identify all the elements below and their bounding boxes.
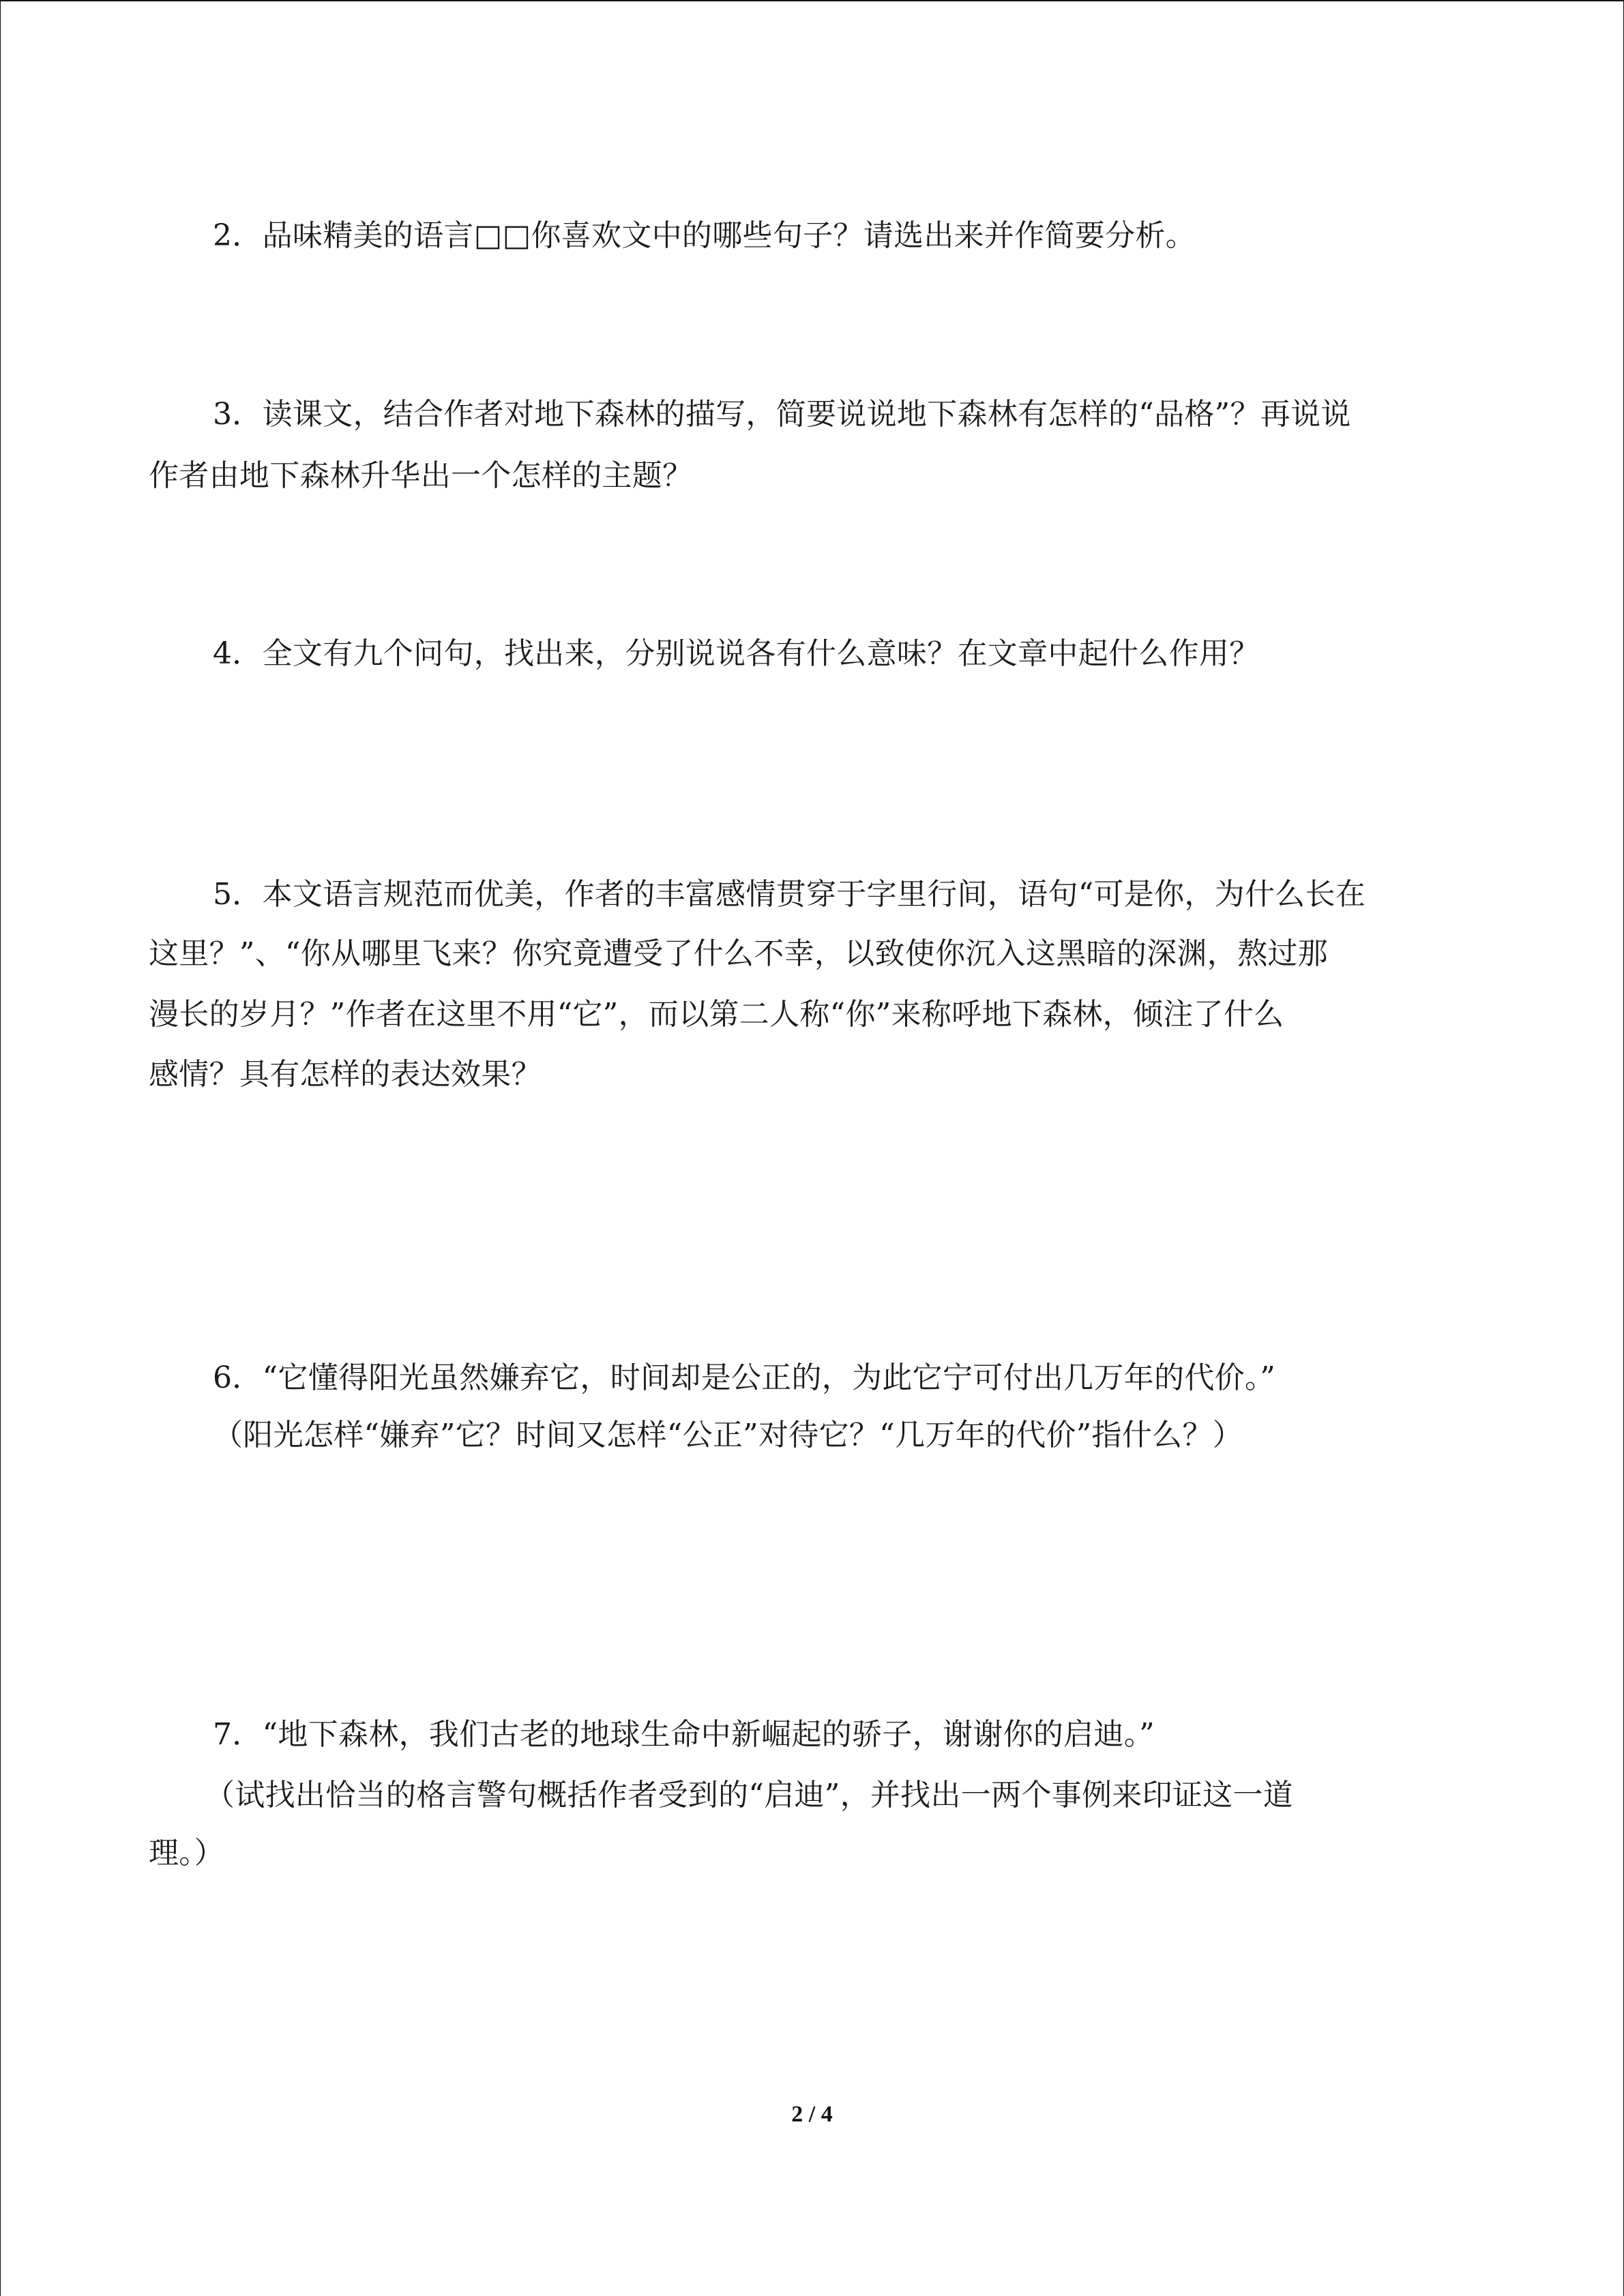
question-3-line-1: 3．读课文，结合作者对地下森林的描写，简要说说地下森林有怎样的“品格”？再说说: [213, 397, 1351, 432]
question-6-line-1: 6．“它懂得阳光虽然嫌弃它，时间却是公正的，为此它宁可付出几万年的代价。”: [213, 1360, 1276, 1395]
question-7-line-2: （试找出恰当的格言警句概括作者受到的“启迪”，并找出一两个事例来印证这一道: [205, 1778, 1294, 1813]
page-number: 2 / 4: [791, 2102, 833, 2127]
question-2-line-1: 2．品味精美的语言□□你喜欢文中的哪些句子？请选出来并作简要分析。: [213, 218, 1196, 253]
question-5-line-4: 感情？具有怎样的表达效果？: [149, 1057, 542, 1092]
question-3-line-2: 作者由地下森林升华出一个怎样的主题？: [149, 458, 693, 493]
question-6-line-2: （阳光怎样“嫌弃”它？时间又怎样“公正”对待它？“几万年的代价”指什么？）: [213, 1418, 1243, 1452]
question-5-line-2: 这里？”、“你从哪里飞来？你究竟遭受了什么不幸，以致使你沉入这黑暗的深渊，熬过那: [149, 936, 1328, 971]
question-5-line-3: 漫长的岁月？”作者在这里不用“它”，而以第二人称“你”来称呼地下森林，倾注了什么: [149, 997, 1284, 1032]
question-7-line-3: 理。）: [149, 1836, 224, 1870]
question-4-line-1: 4．全文有九个问句，找出来，分别说说各有什么意味？在文章中起什么作用？: [213, 636, 1260, 671]
question-7-line-1: 7．“地下森林，我们古老的地球生命中新崛起的骄子，谢谢你的启迪。”: [213, 1717, 1155, 1752]
question-5-line-1: 5．本文语言规范而优美，作者的丰富感情贯穿于字里行间，语句“可是你，为什么长在: [213, 877, 1366, 912]
